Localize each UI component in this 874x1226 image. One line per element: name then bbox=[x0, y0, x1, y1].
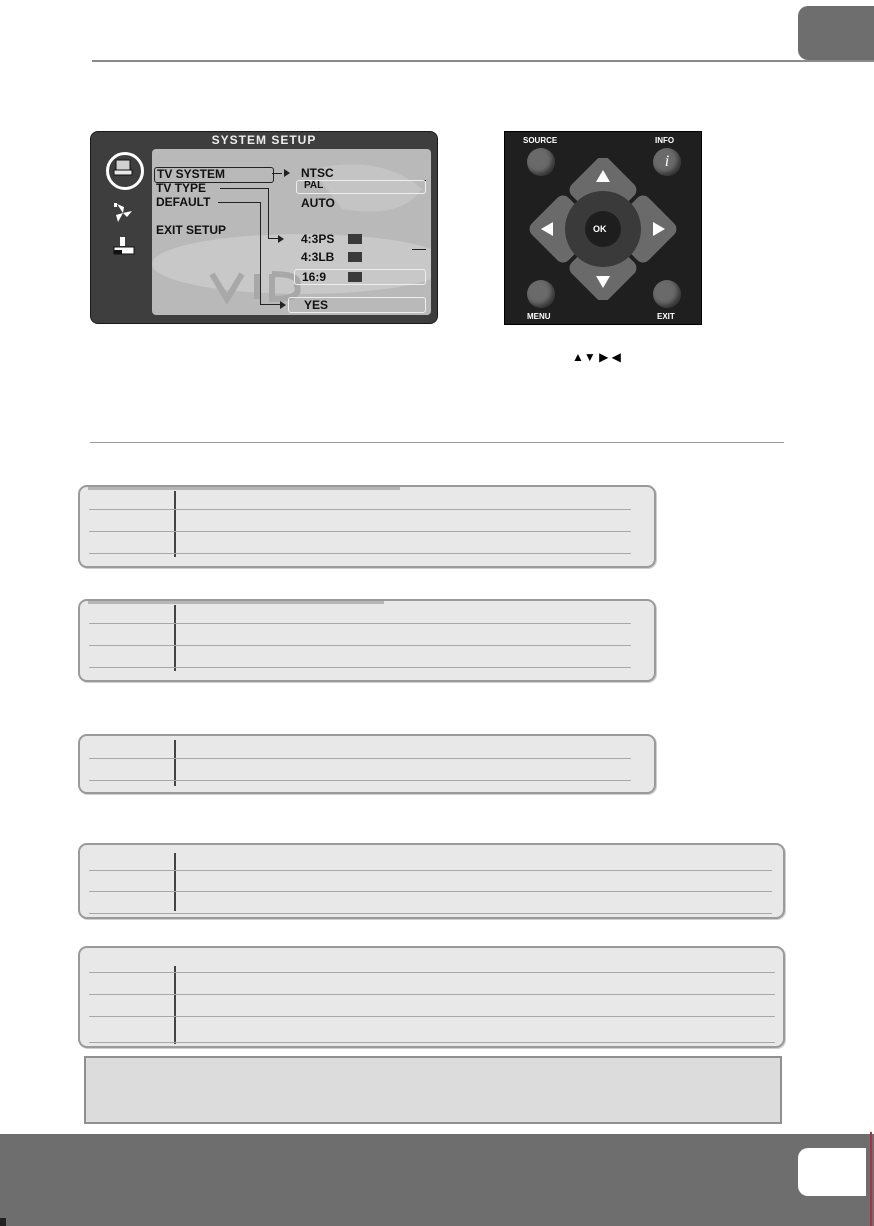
table-row-divider bbox=[89, 553, 631, 554]
table-row-divider bbox=[89, 623, 631, 624]
header-rule bbox=[92, 60, 874, 62]
settings-table-1 bbox=[78, 485, 656, 568]
ok-label: OK bbox=[593, 224, 607, 234]
menu-item-tv-system[interactable]: TV SYSTEM bbox=[157, 167, 226, 181]
connector-line bbox=[218, 202, 260, 203]
fan-icon bbox=[113, 202, 133, 224]
settings-table-5 bbox=[78, 946, 785, 1048]
connector-line bbox=[260, 202, 261, 304]
info-label: INFO bbox=[655, 136, 675, 145]
selector-arrow-icon bbox=[278, 235, 284, 243]
settings-table-4 bbox=[78, 843, 785, 919]
source-label: SOURCE bbox=[523, 136, 558, 145]
value-yes[interactable]: YES bbox=[304, 298, 329, 312]
value-ntsc[interactable]: NTSC bbox=[301, 166, 334, 180]
menu-item-tv-type[interactable]: TV TYPE bbox=[156, 181, 207, 195]
menu-label: MENU bbox=[527, 312, 551, 321]
table-row-divider bbox=[89, 509, 631, 510]
osd-title: SYSTEM SETUP bbox=[211, 133, 317, 147]
table-header-bar bbox=[88, 487, 400, 490]
page-number-tab bbox=[798, 1148, 866, 1196]
system-setup-screen bbox=[90, 131, 438, 324]
connector-line bbox=[260, 304, 280, 305]
menu-item-exit-setup[interactable]: EXIT SETUP bbox=[156, 223, 227, 237]
crop-mark bbox=[0, 1218, 6, 1226]
table-row-divider bbox=[89, 994, 775, 995]
value-16-9[interactable]: 16:9 bbox=[302, 270, 327, 284]
table-column-divider bbox=[174, 491, 176, 557]
speaker-setup-icon bbox=[113, 236, 135, 256]
section-rule bbox=[90, 442, 784, 443]
selector-arrow-icon bbox=[284, 169, 290, 177]
value-4-3ps[interactable]: 4:3PS bbox=[301, 232, 335, 246]
connector-line bbox=[268, 238, 278, 239]
connector-line bbox=[268, 188, 269, 238]
connector-line bbox=[272, 173, 282, 174]
info-glyph: i bbox=[664, 153, 670, 170]
connector-line bbox=[412, 249, 426, 250]
table-row-divider bbox=[89, 913, 772, 914]
page-footer bbox=[0, 1134, 874, 1226]
aspect-4-3ps-icon bbox=[348, 234, 362, 244]
exit-label: EXIT bbox=[657, 312, 675, 321]
table-row-divider bbox=[89, 870, 772, 871]
value-4-3lb[interactable]: 4:3LB bbox=[301, 250, 335, 264]
value-pal[interactable]: PAL bbox=[304, 180, 324, 191]
table-row-divider bbox=[89, 780, 631, 781]
chapter-tab bbox=[798, 6, 874, 60]
exit-button[interactable] bbox=[653, 280, 681, 308]
table-row-divider bbox=[89, 1042, 775, 1043]
table-row-divider bbox=[89, 667, 631, 668]
osd-panel bbox=[152, 149, 431, 315]
table-row-divider bbox=[89, 645, 631, 646]
system-setup-icon bbox=[113, 159, 133, 177]
table-row-divider bbox=[89, 758, 631, 759]
table-row-divider bbox=[89, 891, 772, 892]
aspect-16-9-icon bbox=[348, 272, 362, 282]
aspect-4-3lb-icon bbox=[348, 252, 362, 262]
table-row-divider bbox=[89, 531, 631, 532]
menu-item-default[interactable]: DEFAULT bbox=[156, 195, 211, 209]
table-column-divider bbox=[174, 966, 176, 1044]
arrow-keys-hint: ▲▼ ▶ ◀ bbox=[572, 350, 621, 364]
table-column-divider bbox=[174, 605, 176, 671]
table-column-divider bbox=[174, 853, 176, 911]
note-box bbox=[84, 1056, 782, 1124]
selector-arrow-icon bbox=[280, 301, 286, 309]
settings-table-2 bbox=[78, 599, 656, 682]
table-row-divider bbox=[89, 972, 775, 973]
menu-button[interactable] bbox=[527, 280, 555, 308]
table-header-bar bbox=[88, 601, 384, 604]
settings-table-3 bbox=[78, 734, 656, 794]
value-auto[interactable]: AUTO bbox=[301, 196, 335, 210]
remote-control bbox=[504, 131, 702, 325]
table-row-divider bbox=[89, 1016, 775, 1017]
connector-line bbox=[220, 188, 268, 189]
footer-edge-line bbox=[870, 1132, 872, 1226]
